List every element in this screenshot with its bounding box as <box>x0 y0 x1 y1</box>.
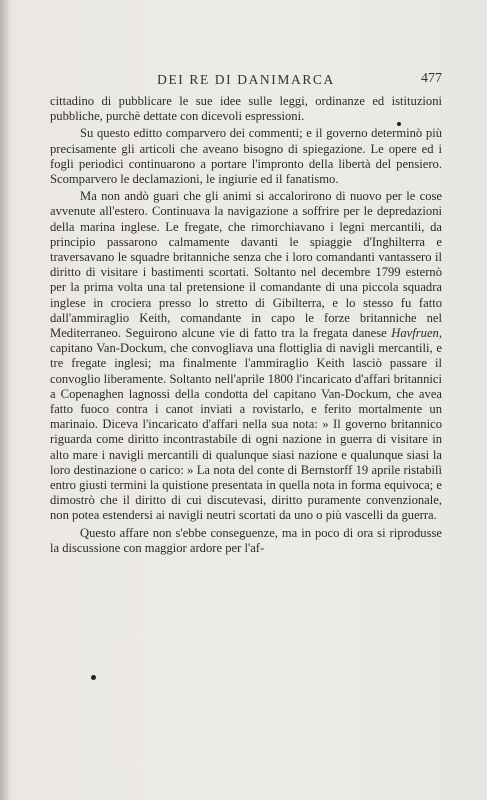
ink-spot <box>91 675 96 680</box>
page-header <box>50 72 442 90</box>
paragraph-text: Questo affare non s'ebbe conseguenze, ma in poco di ora si riprodusse la discussione con maggior ardore per l'af- <box>50 525 442 555</box>
paragraph-text: cittadino di pubblicare le sue idee sulle leggi, ordinanze ed istituzioni pubbliche, purchè dettate con dicevoli espressioni. <box>50 94 442 124</box>
gutter-shadow <box>0 0 10 800</box>
paragraph-navigazione <box>50 189 442 523</box>
paragraph-text: Su questo editto comparvero dei commenti; e il governo determinò più precisamente gli articoli che aveano bisogno di spiegazione. Le opere ed i fogli periodici continuarono a portare l'impronto della libertà del pensiero. Scomparvero le declamazioni, le ingiurie ed il fanatismo. <box>50 126 442 187</box>
paragraph-text: Ma non andò guari che gli animi si accalorirono di nuovo per le cose avvenute all'estero. Continuava la navigazione a soffrire per le depredazioni della marina inglese. Le fregate, che rimorchiavano i legni mercantili, da principio passarono calmamente davanti le spiaggie d'Inghilterra e traversavano le squadre britanniche senza che i loro comandanti vantassero il diritto di visitare i bastimenti scortati. Soltanto nel decembre 1799 esternò per la prima volta una tal pretensione il comandante di una piccola squadra inglese in crociera presso lo stretto di Gibilterra, e lo stesso fu fatto dall'ammiraglio Keith, comandante in capo le forze britanniche nel Mediterraneo. Seguirono alcune vie di fatto tra la fregata danese <box>50 189 442 341</box>
paragraph-text: , capitano Van-Dockum, che convogliava una flottiglia di navigli mercantili, e tre fregate inglesi; ma finalmente l'ammiraglio Keith lasciò passare il convoglio liberamente. Soltanto nell'aprile 1800 l'incaricato d'affari britannici a Copenaghen lagnossi della condotta del capitano Van-Dockum, che avea fatto fuoco contra i canot inviati a rovistarlo, e ferito mortalmente un marinaio. Diceva l'incaricato d'affari nella sua nota: » Il governo britannico riguarda come diritto incontrastabile di ogni nazione in guerra di visitare in alto mare i navigli mercantili di qualunque siasi nazione e qualunque siasi la loro destinazione o carico: » La nota del conte di Bernstorff 19 aprile ristabilì entro giusti termini la quistione presentata in quella nota in forma equivoca; e dimostrò che il diritto di cui discutevasi, diritto puramente convenzionale, non potea estendersi ai navigli neutri scortati da uno o più vascelli da guerra. <box>50 326 442 523</box>
page-number: 477 <box>421 71 442 86</box>
running-title: DEI RE DI DANIMARCA <box>157 72 335 87</box>
paragraph-continuation <box>50 94 442 124</box>
ink-spot <box>397 122 401 126</box>
paragraph-commenti <box>50 126 442 187</box>
ship-name: Havfruen <box>391 326 439 341</box>
body-text <box>50 94 442 556</box>
paragraph-affare <box>50 526 442 556</box>
